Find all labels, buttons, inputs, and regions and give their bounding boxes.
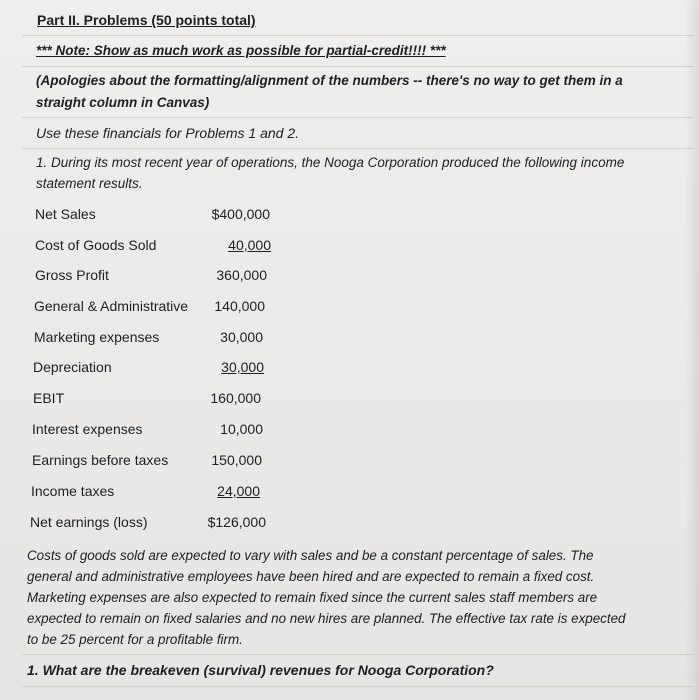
divider [22,686,694,687]
line-item-label: Marketing expenses [34,329,160,345]
assumption-line: to be 25 percent for a profitable firm. [27,632,243,647]
problem-intro-line-2: statement results. [36,176,143,191]
line-item-label: EBIT [33,390,65,406]
line-item-label: Cost of Goods Sold [35,237,157,253]
divider [22,654,694,655]
line-item-label: Net Sales [35,206,96,222]
line-item-amount: 360,000 [216,267,267,283]
line-item-amount: 30,000 [221,359,264,375]
line-item-amount: 10,000 [220,421,263,437]
line-item-amount: 150,000 [211,452,262,468]
line-item-amount: 40,000 [228,237,271,253]
line-item-amount: 160,000 [210,390,261,406]
line-item-label: Interest expenses [32,421,143,437]
line-item-amount: 24,000 [217,483,260,499]
divider [22,117,694,118]
question-text: 1. What are the breakeven (survival) revenues for Nooga Corporation? [27,662,494,678]
line-item-amount: $400,000 [211,206,270,222]
line-item-label: Earnings before taxes [32,452,169,468]
page-edge-shadow [685,0,699,700]
line-item-amount: 30,000 [220,329,263,345]
apology-line-2: straight column in Canvas) [36,95,210,110]
assumption-line: Marketing expenses are also expected to remain fixed since the current sales staff members are [27,590,598,605]
divider [22,35,694,36]
line-item-label: Gross Profit [35,267,109,283]
divider [22,66,694,67]
instruction-text: Use these financials for Problems 1 and 2. [36,125,300,141]
line-item-label: Income taxes [31,483,115,499]
partial-credit-note: *** Note: Show as much work as possible for partial-credit!!!! *** [36,43,446,58]
assumption-line: expected to remain on fixed salaries and no new hires are planned. The effective tax rate is expected [27,611,626,626]
apology-line-1: (Apologies about the formatting/alignment of the numbers -- there's no way to get them in a [36,73,623,88]
line-item-amount: 140,000 [214,298,265,314]
line-item-label: General & Administrative [34,298,189,314]
assumptions-paragraph [27,545,667,650]
assumption-line: Costs of goods sold are expected to vary with sales and be a constant percentage of sales. The [27,548,594,563]
line-item-label: Depreciation [33,359,112,375]
assumption-line: general and administrative employees have been hired and are expected to remain a fixed cost. [27,569,595,584]
part-title: Part II. Problems (50 points total) [37,12,256,28]
line-item-amount: $126,000 [207,514,266,530]
divider [22,148,694,149]
line-item-label: Net earnings (loss) [30,514,148,530]
problem-intro-line-1: 1. During its most recent year of operations, the Nooga Corporation produced the following income [36,155,625,170]
